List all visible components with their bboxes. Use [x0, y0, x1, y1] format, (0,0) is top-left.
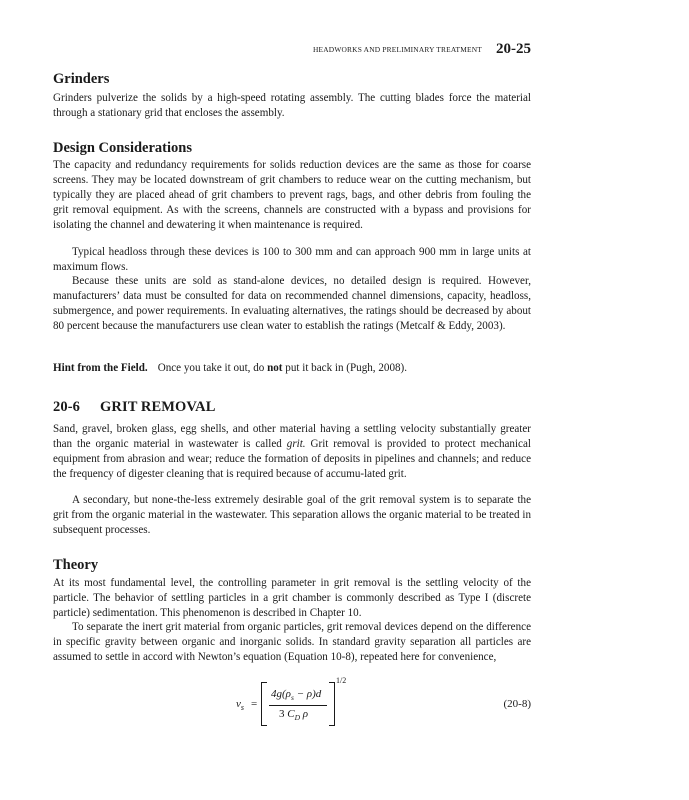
design-paragraph-3: Because these units are sold as stand-alone devices, no detailed design is required. However, manufacturers’ data must be consulted for data on recommended channel dimensions, capacity, headloss, submergence, and power requirements. In evaluating alternatives, the ratings should be decreased by about 80 percent because the manufacturers use clean water to establish the ratings (Metcalf & Eddy, 2003). — [53, 275, 531, 333]
right-bracket — [329, 682, 335, 726]
equation-denominator: 3 $C_D$ ρ — [279, 708, 309, 723]
section-heading-grit-removal — [53, 398, 215, 416]
section-title: GRIT REMOVAL — [100, 399, 216, 415]
grinders-heading: Grinders — [53, 71, 110, 87]
section-number: 20-6 — [53, 399, 80, 415]
running-head — [0, 40, 531, 58]
design-paragraph-2: Typical headloss through these devices is 100 to 300 mm and can approach 900 mm in large units at maximum flows. — [53, 246, 531, 274]
hint-from-the-field — [53, 361, 531, 376]
design-paragraph-1: The capacity and redundancy requirements for solids reduction devices are the same as those for coarse screens. They may be located downstream of grit chambers to reduce wear on the cutting mechanism, but typically they are placed ahead of grit chambers to prevent rags, bags, and other debris from fouling the grit removal equipment. As with the screens, channels are constructed with a bypass and provisions for isolating the channel and dewatering it when maintenance is required. — [53, 159, 531, 232]
hint-label: Hint from the Field. — [53, 362, 148, 374]
hint-emphasis: not — [267, 362, 283, 374]
theory-paragraph-1: At its most fundamental level, the controlling parameter in grit removal is the settling velocity of the particle. The behavior of settling particles in a grit chamber is commonly described as Type I (discrete particle) sedimentation. This phenomenon is described in Chapter 10. — [53, 577, 531, 620]
design-considerations-heading: Design Considerations — [53, 140, 192, 156]
left-bracket — [261, 682, 267, 726]
hint-text-after: put it back in (Pugh, 2008). — [285, 362, 408, 374]
page-number: 20-25 — [496, 40, 531, 57]
grinders-paragraph: Grinders pulverize the solids by a high-speed rotating assembly. The cutting blades force the material through a stationary grid that encloses the assembly. — [53, 92, 531, 120]
theory-heading: Theory — [53, 557, 99, 573]
equation-numerator: $4g(\rho_s - \rho)d$ — [271, 688, 322, 703]
theory-paragraph-2: To separate the inert grit material from organic particles, grit removal devices depend on the difference in specific gravity between organic and inorganic solids. In standard gravity separation all particles are assumed to settle in accord with Newton’s equation (Equation 10-8), repeated here for convenience, — [53, 621, 531, 664]
equation-exponent: 1/2 — [336, 676, 347, 685]
fraction-bar — [269, 705, 327, 706]
equation-equals: = — [251, 698, 258, 710]
grit-paragraph-2: A secondary, but none-the-less extremely desirable goal of the grit removal system is to separate the grit from the organic material in the wastewater. This separation allows the organic material to be treated in subsequent processes. — [53, 494, 531, 537]
hint-text-before: Once you take it out, do — [157, 362, 265, 374]
grit-paragraph-1 — [53, 422, 531, 482]
equation-20-8 — [53, 676, 531, 736]
grit-paragraph-1-a: Sand, gravel, broken glass, egg shells, and other material having a settling velocity substantially greater than the organic material in wastewater is called — [53, 423, 531, 451]
equation-lhs: $v_s$ — [236, 698, 245, 713]
grit-term: grit. — [286, 438, 306, 451]
grit-paragraph-1-b: Grit removal is provided to protect mechanical equipment from abrasion and wear; reduce the formation of deposits in pipelines and channels; and reduce the frequency of digester cleaning that is required because of accumu-lated grit. — [53, 438, 531, 481]
equation-label: (20-8) — [503, 698, 531, 710]
running-head-title: HEADWORKS AND PRELIMINARY TREATMENT — [313, 44, 482, 54]
